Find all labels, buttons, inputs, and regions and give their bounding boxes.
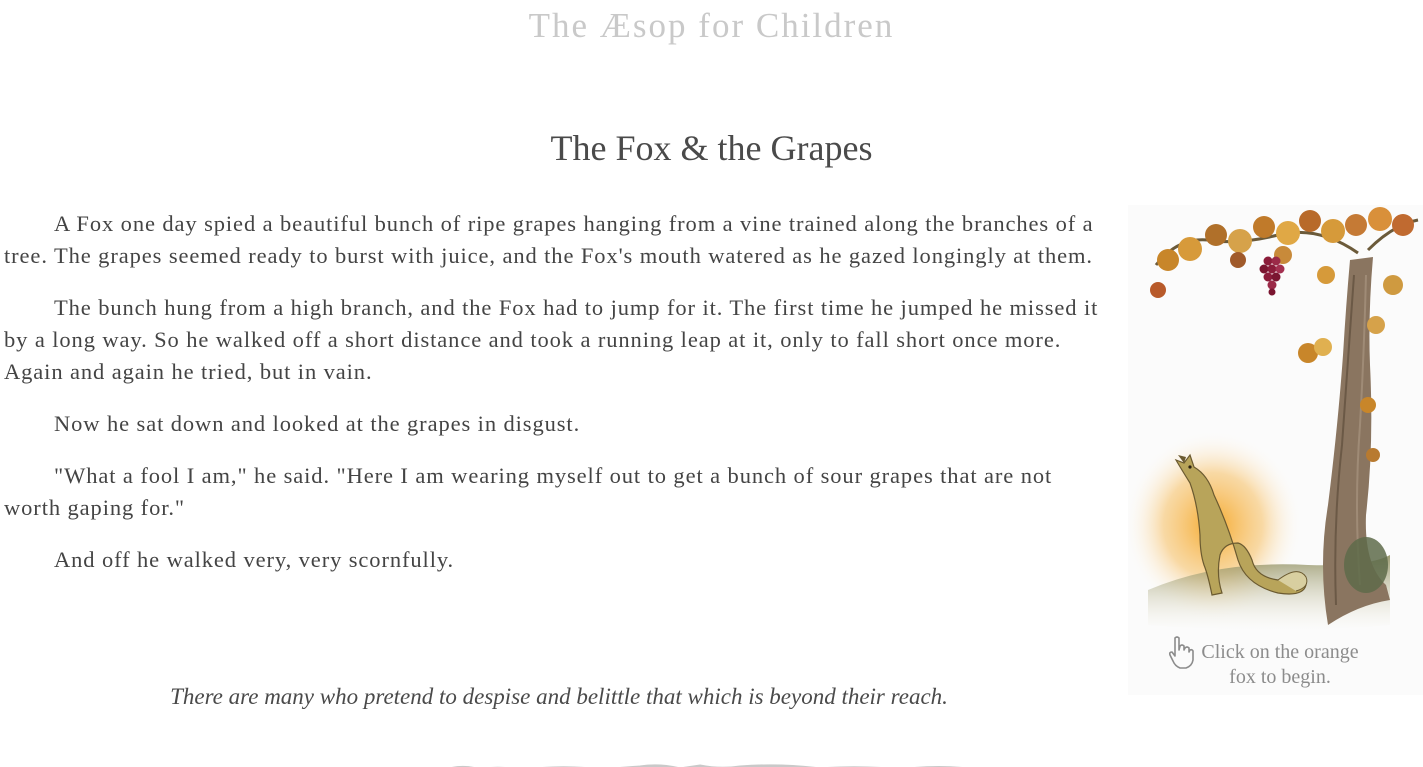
bush [1344,537,1388,593]
story-paragraph-1: A Fox one day spied a beautiful bunch of ripe grapes hanging from a vine trained along the branches of a tree. The grapes seemed ready to burst with juice, and the Fox's mouth watered as he gazed longingly at them. [4,211,1094,268]
story-text [4,208,1112,596]
illustration-caption [1160,640,1400,692]
footer-ornament [0,758,1423,767]
fox-and-tree-image [1128,205,1423,635]
story-paragraph-5: And off he walked very, very scornfully. [54,547,455,572]
story-paragraph-3: Now he sat down and looked at the grapes in disgust. [54,411,581,436]
fable-moral: There are many who pretend to despise and belittle that which is beyond their reach. [170,684,948,709]
fable-title: The Fox & the Grapes [550,128,873,168]
caption-line-1: Click on the orange [1201,641,1359,663]
caption-line-2: fox to begin. [1229,666,1331,688]
site-title[interactable]: The Æsop for Children [528,6,895,45]
story-paragraph-2: The bunch hung from a high branch, and the Fox had to jump for it. The first time he jumped he missed it by a long way. So he walked off a short distance and took a running leap at it, only to fall short once more. Again and again he tried, but in vain. [4,295,1099,384]
story-paragraph-4: "What a fool I am," he said. "Here I am wearing myself out to get a bunch of sour grapes that are not worth gaping for." [4,463,1053,520]
fox-illustration[interactable] [1128,205,1423,695]
pointing-hand-icon [1166,634,1198,670]
